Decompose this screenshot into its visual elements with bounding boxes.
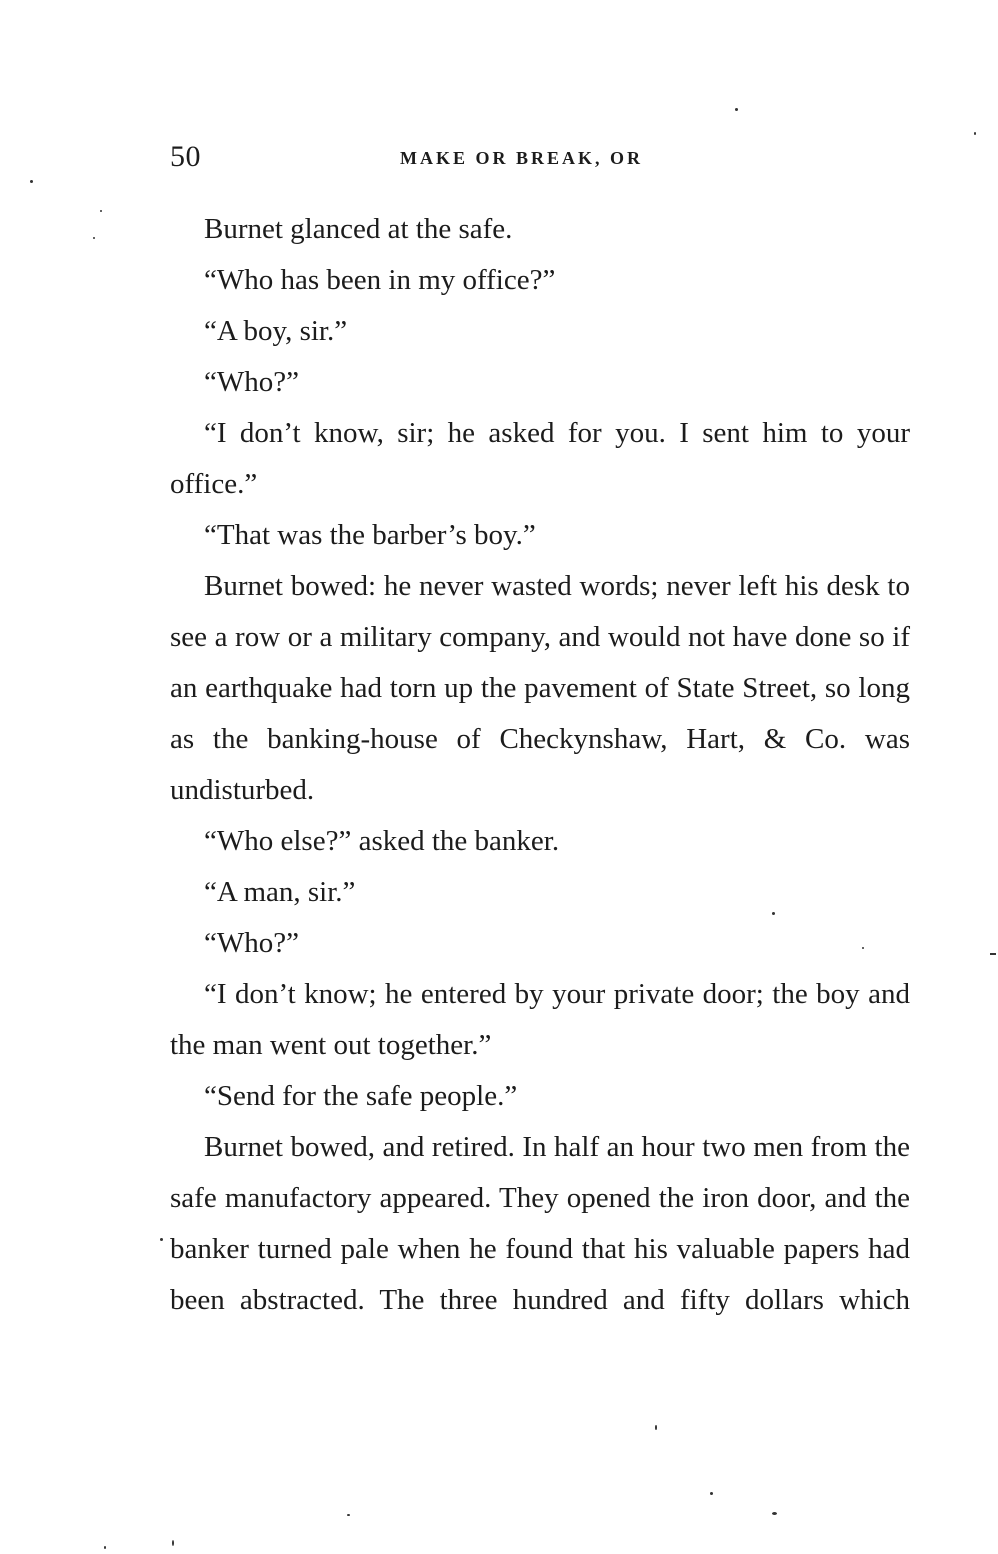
paragraph: “Who else?” asked the banker. (204, 825, 560, 857)
scan-speck (735, 108, 738, 111)
scan-speck (30, 180, 33, 183)
paragraph: “A boy, sir.” (204, 315, 348, 347)
scan-speck (104, 1546, 106, 1549)
scan-speck (862, 947, 864, 949)
paragraph: “Send for the safe people.” (204, 1080, 518, 1112)
paragraph: “I don’t know; he entered by your private door; the boy and the man went out together.” (170, 978, 910, 1061)
page-number: 50 (170, 140, 201, 173)
scan-speck (347, 1514, 350, 1516)
scan-speck (990, 953, 996, 955)
paragraph: “That was the barber’s boy.” (204, 519, 536, 551)
scan-speck (160, 1238, 163, 1241)
scan-speck (172, 1540, 174, 1546)
scan-speck (100, 210, 102, 212)
scan-speck (710, 1492, 713, 1495)
paragraph: Burnet glanced at the safe. (204, 213, 513, 245)
paragraph: Burnet bowed, and retired. In half an hour two men from the safe manufactory appeared. They opened the iron door, and the banker turned pale when he found that his valuable papers had been abstracted. The three hundred and fifty dollars which (170, 1131, 910, 1316)
scan-speck (655, 1425, 657, 1430)
body-text (170, 204, 910, 1326)
paragraph: “Who?” (204, 366, 299, 398)
scan-speck (974, 132, 976, 135)
running-head: MAKE OR BREAK, OR (400, 148, 644, 168)
paragraph: “Who has been in my office?” (204, 264, 556, 296)
paragraph: “I don’t know, sir; he asked for you. I sent him to your office.” (170, 417, 910, 500)
scan-speck (772, 912, 775, 915)
paragraph: “A man, sir.” (204, 876, 356, 908)
paragraph: “Who?” (204, 927, 299, 959)
scan-speck (93, 237, 95, 239)
page-header (170, 140, 910, 180)
paragraph: Burnet bowed: he never wasted words; never left his desk to see a row or a military company, and would not have done so if an earthquake had torn up the pavement of State Street, so long as the banking-house of Checkynshaw, Hart, & Co. was undisturbed. (170, 570, 910, 806)
scan-speck (772, 1512, 777, 1515)
